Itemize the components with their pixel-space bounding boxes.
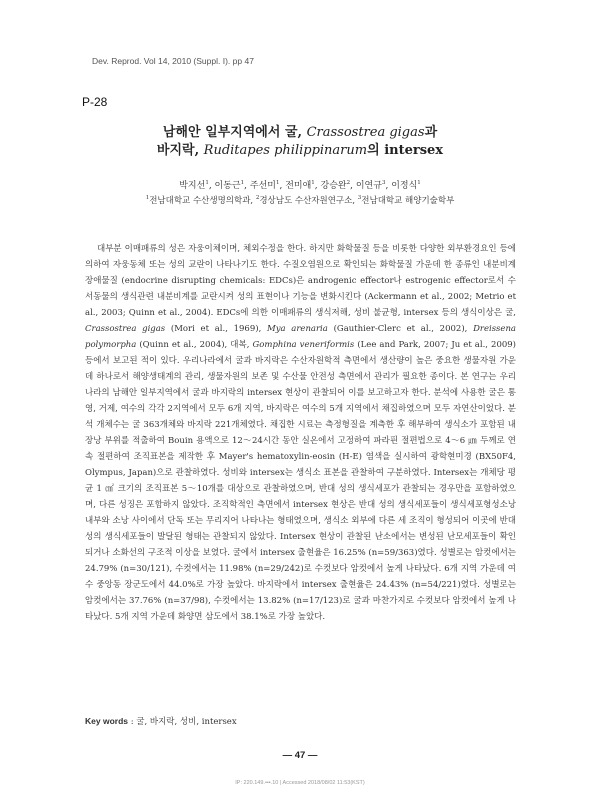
author: 이정식$^1$ [391, 180, 421, 191]
affiliation: $^2$경상남도 수산자원연구소, [255, 195, 358, 206]
author: 주선미$^1$ [249, 180, 280, 191]
paper-code: P-28 [82, 95, 108, 109]
paper-title-line-2 [90, 142, 510, 160]
author: 전미애$^1$ [285, 180, 315, 191]
access-footer: IP: 220.149.•••.10 | Accessed 2018/08/02 11:53(KST) [235, 780, 365, 786]
species-name: Gomphina veneriformis [252, 340, 355, 350]
title-species: Crassostrea gigas [306, 125, 425, 140]
keywords [85, 715, 237, 727]
species-name: Crassostrea gigas [85, 324, 166, 334]
keywords-values: : 굴, 바지락, 성비, intersex [130, 717, 237, 727]
page-number: — 47 — [282, 750, 318, 761]
title-text: 과 [424, 125, 438, 140]
title-text: 바지락, [156, 143, 204, 158]
author: 강승완$^2$ [320, 180, 351, 191]
title-text: 남해안 일부지역에서 굴, [162, 125, 307, 140]
journal-header: Dev. Reprod. Vol 14, 2010 (Suppl. I). pp 47 [92, 56, 254, 66]
paper-title-line-1 [90, 124, 510, 142]
author: 이연규$^3$ [355, 180, 386, 191]
affiliation-list [90, 194, 510, 206]
affiliation: $^1$전남대학교 수산생명의학과, [145, 195, 256, 206]
title-text: 의 intersex [367, 143, 444, 158]
species-name: Dreissena polymorpha [85, 324, 516, 350]
author: 박지선$^1$ [179, 180, 209, 191]
affiliation: $^3$전남대학교 해양기술학부 [357, 195, 455, 206]
title-species: Ruditapes philippinarum [203, 143, 368, 158]
abstract-paragraph: 대부분 이매패류의 성은 자웅이체이며, 체외수정을 한다. 하지만 화학물질 등을 비롯한 다양한 외부환경요인 등에 의하여 자웅동체 또는 성의 교란이 나타나기도 한다. 수질오염원으로 확인되는 화학물질 가운데 한 종류인 내분비계장애물질 (endocrine disrupting chemicals: EDCs)은 androgenic effector나 estrogenic effector로서 수서동물의 생식관련 내분비계를 교란시켜 성의 표현이나 기능을 변화시킨다 (Ackermann et al., 2002; Metrio et al., 2003; Quinn et al., 2004). EDCs에 의한 이매패류의 생식저해, 성비 불균형, intersex 등의 생식이상은 굴, Crassostrea gigas (Mori et al., 1969), Mya arenaria (Gauthier-Clerc et al., 2002), Dreissena polymorpha (Quinn et al., 2004), 대복, Gomphina veneriformis (Lee and Park, 2007; Ju et al., 2009) 등에서 보고된 적이 있다. 우리나라에서 굴과 바지락은 수산자원학적 측면에서 생산량이 높은 중요한 생물자원 가운데 하나로서 해양생태계의 관리, 생물자원의 보존 및 수산물 안전성 측면에서 관리가 필요한 종이다. 본 연구는 우리나라의 남해안 일부지역에서 굴과 바지락의 intersex 현상이 관찰되어 이를 보고하고자 한다. 분석에 사용한 굴은 통영, 거제, 여수의 각각 2지역에서 모두 6개 지역, 바지락은 여수의 5개 지역에서 채집하였으며 모두 자연산이었다. 분석 개체수는 굴 363개체와 바지락 221개체였다. 채집한 시료는 측정형질을 계측한 후 해부하여 생식소가 포함된 내장낭 부위를 적출하여 Bouin 용액으로 12～24시간 동안 실온에서 고정하여 파라핀 절편법으로 4～6 ㎛ 두께로 연속 절편하여 조직표본을 제작한 후 Mayer's hematoxylin-eosin (H-E) 염색을 실시하여 광학현미경 (BX50F4, Olympus, Japan)으로 관찰하였다. 성비와 intersex는 생식소 표본을 관찰하여 구분하였다. Intersex는 개체당 평균 1 ㎠ 크기의 조직표본 5～10개를 대상으로 관찰하였으며, 반대 성의 생식세포가 관찰되는 경우만을 포함하였으며, 다른 성징은 포함하지 않았다. 조직학적인 측면에서 intersex 현상은 반대 성의 생식세포들이 생식세포형성소낭 내부와 소낭 사이에서 단독 또는 무리지어 나타나는 형태였으며, 생식소 외부에 다른 세 조직이 형성되어 이곳에 반대 성의 생식세포들이 발달된 형태는 관찰되지 않았다. Intersex 현상이 관찰된 난소에서는 변성된 난모세포들이 확인되거나 소화선의 구조적 이상을 보였다. 굴에서 intersex 출현율은 16.25% (n=59/363)였다. 성별로는 암컷에서는 24.79% (n=30/121), 수컷에서는 11.98% (n=29/242)로 수컷보다 암컷에서 높게 나타났다. 6개 지역 가운데 여수 중앙동 장군도에서 44.0%로 가장 높았다. 바지락에서 intersex 출현율은 24.43% (n=54/221)였다. 성별로는 암컷에서는 37.76% (n=37/98), 수컷에서는 13.82% (n=17/123)로 굴과 마찬가지로 수컷보다 암컷에서 높게 나타났다. 5개 지역 가운데 화양면 삼도에서 38.1%로 가장 높았다. [85, 244, 516, 622]
author-list: 박지선$^1$, 이동근$^1$, 주선미$^1$, 전미애$^1$, 강승완$^2$, 이연규$^3$, 이정식$^1$ [179, 180, 421, 191]
keywords-label: Key words [85, 716, 128, 726]
abstract-body [85, 241, 516, 625]
species-name: Mya arenaria [267, 324, 328, 334]
author: 이동근$^1$ [214, 180, 245, 191]
